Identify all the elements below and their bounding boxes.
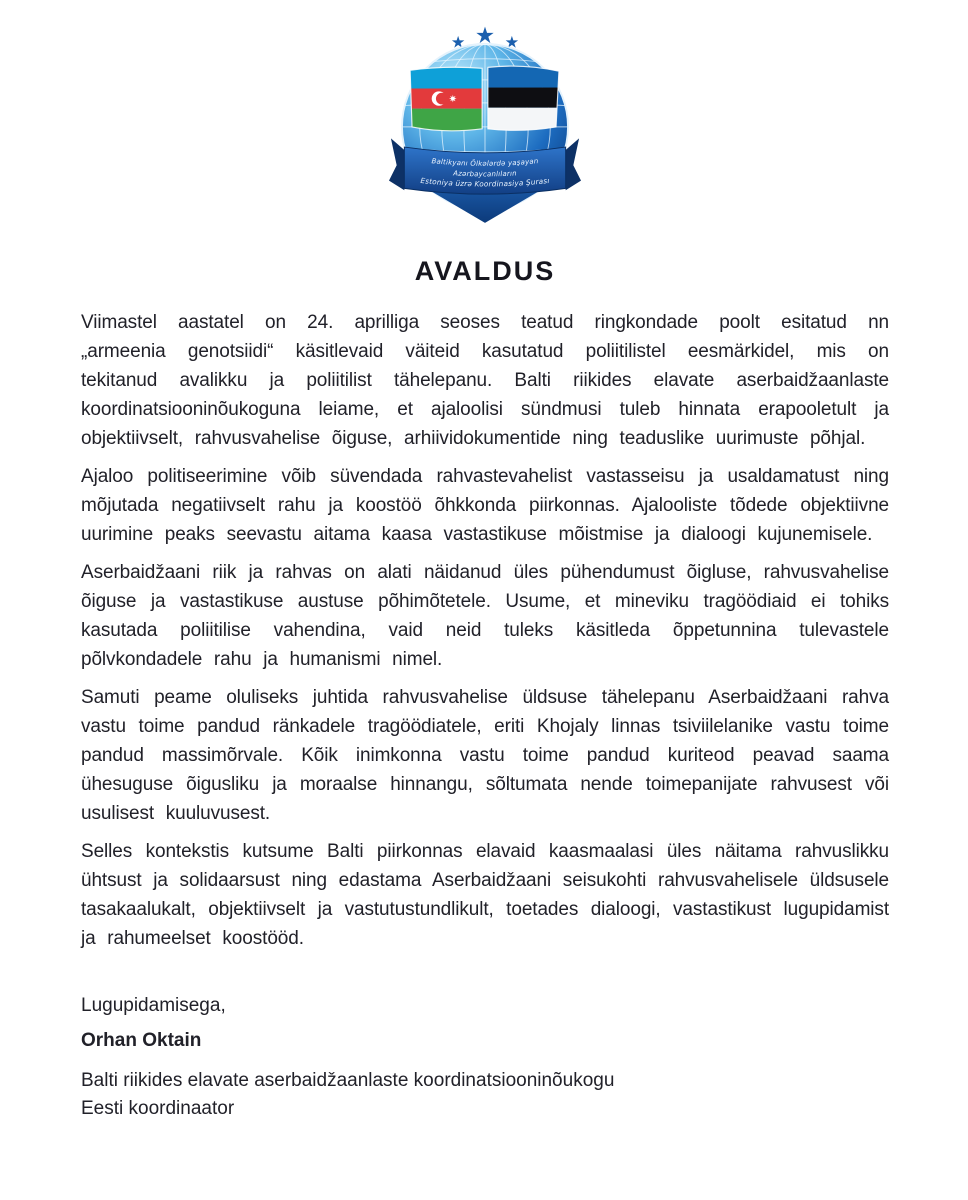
signatory-role: Eesti koordinaator [81, 1098, 235, 1119]
paragraph-1: Viimastel aastatel on 24. aprilliga seoses teatud ringkondade poolt esitatud nn „armeenia genotsiidi“ käsitlevaid väiteid kasutatud poliitilistel eesmärkidel, mis on tekitanud avalikku ja poliitilist tähelepanu. Balti riikides elavate aserbaidžaanlaste koordinatsiooninõukoguna leiame, et ajaloolisi sündmusi tuleb hinnata erapooletult ja objektiivselt, rahvusvahelise õiguse, arhiividokumentide ning teaduslike uurimuste põhjal. [81, 312, 889, 449]
document-title: AVALDUS [414, 256, 556, 286]
svg-text:Azərbaycanlıların [452, 169, 517, 178]
signature-block [81, 993, 889, 1123]
emblem-graphic [389, 25, 581, 248]
banner-line-2: Azərbaycanlıların [452, 169, 518, 179]
banner-line-3: Estoniya üzrə Koordinasiya Şurası [420, 175, 550, 189]
paragraph-2: Ajaloo politiseerimine võib süvendada rahvastevahelist vastasseisu ja usaldamatust ning mõjutada negatiivselt rahu ja koostöö õhkkonda piirkonnas. Ajalooliste tõdede objektiivne uurimine peaks seevastu aitama kaasa vastastikuse mõistmise ja dialoogi kujunemisele. [81, 466, 889, 545]
banner-line-1: Baltikyanı Ölkələrdə yaşayan [431, 157, 539, 168]
paragraph-3: Aserbaidžaani riik ja rahvas on alati näidanud üles pühendumust õigluse, rahvusvahelise õiguse ja vastastikuse austuse põhimõtetele. Usume, et mineviku tragöödiaid ei tohiks kasutada poliitilise vahendina, vaid neid tuleks käsitleda õppetunnina tulevastele põlvkondadele rahu ja humanismi nimel. [81, 562, 889, 670]
document-body [81, 308, 889, 953]
signatory-name: Orhan Oktain [81, 1030, 202, 1051]
azerbaijan-flag-icon [406, 65, 485, 131]
closing-salutation: Lugupidamisega, [81, 995, 226, 1016]
estonia-flag-icon [485, 64, 562, 133]
organization-logo [81, 25, 889, 253]
paragraph-4: Samuti peame oluliseks juhtida rahvusvahelise üldsuse tähelepanu Aserbaidžaani rahva vastu toime pandud ränkadele tragöödiatele, eriti Khojaly linnas tsiviilelanike vastu toime pandud massimõrvale. Kõik inimkonna vastu toime pandud kuriteod peavad saama ühesuguse õigusliku ja moraalse hinnangu, sõltumata nende toimepanijate rahvusest või usulisest kuuluvusest. [81, 687, 889, 824]
paragraph-5: Selles kontekstis kutsume Balti piirkonnas elavaid kaasmaalasi üles näitama rahvuslikku ühtsust ja solidaarsust ning edastama Aserbaidžaani seisukohti rahvusvahelisele üldsusele tasakaalukalt, objektiivselt ja vastutustundlikult, toetades dialoogi, vastastikust lugupidamist ja rahumeelset koostööd. [81, 841, 889, 949]
signatory-organization: Balti riikides elavate aserbaidžaanlaste koordinatsiooninõukogu [81, 1070, 615, 1091]
